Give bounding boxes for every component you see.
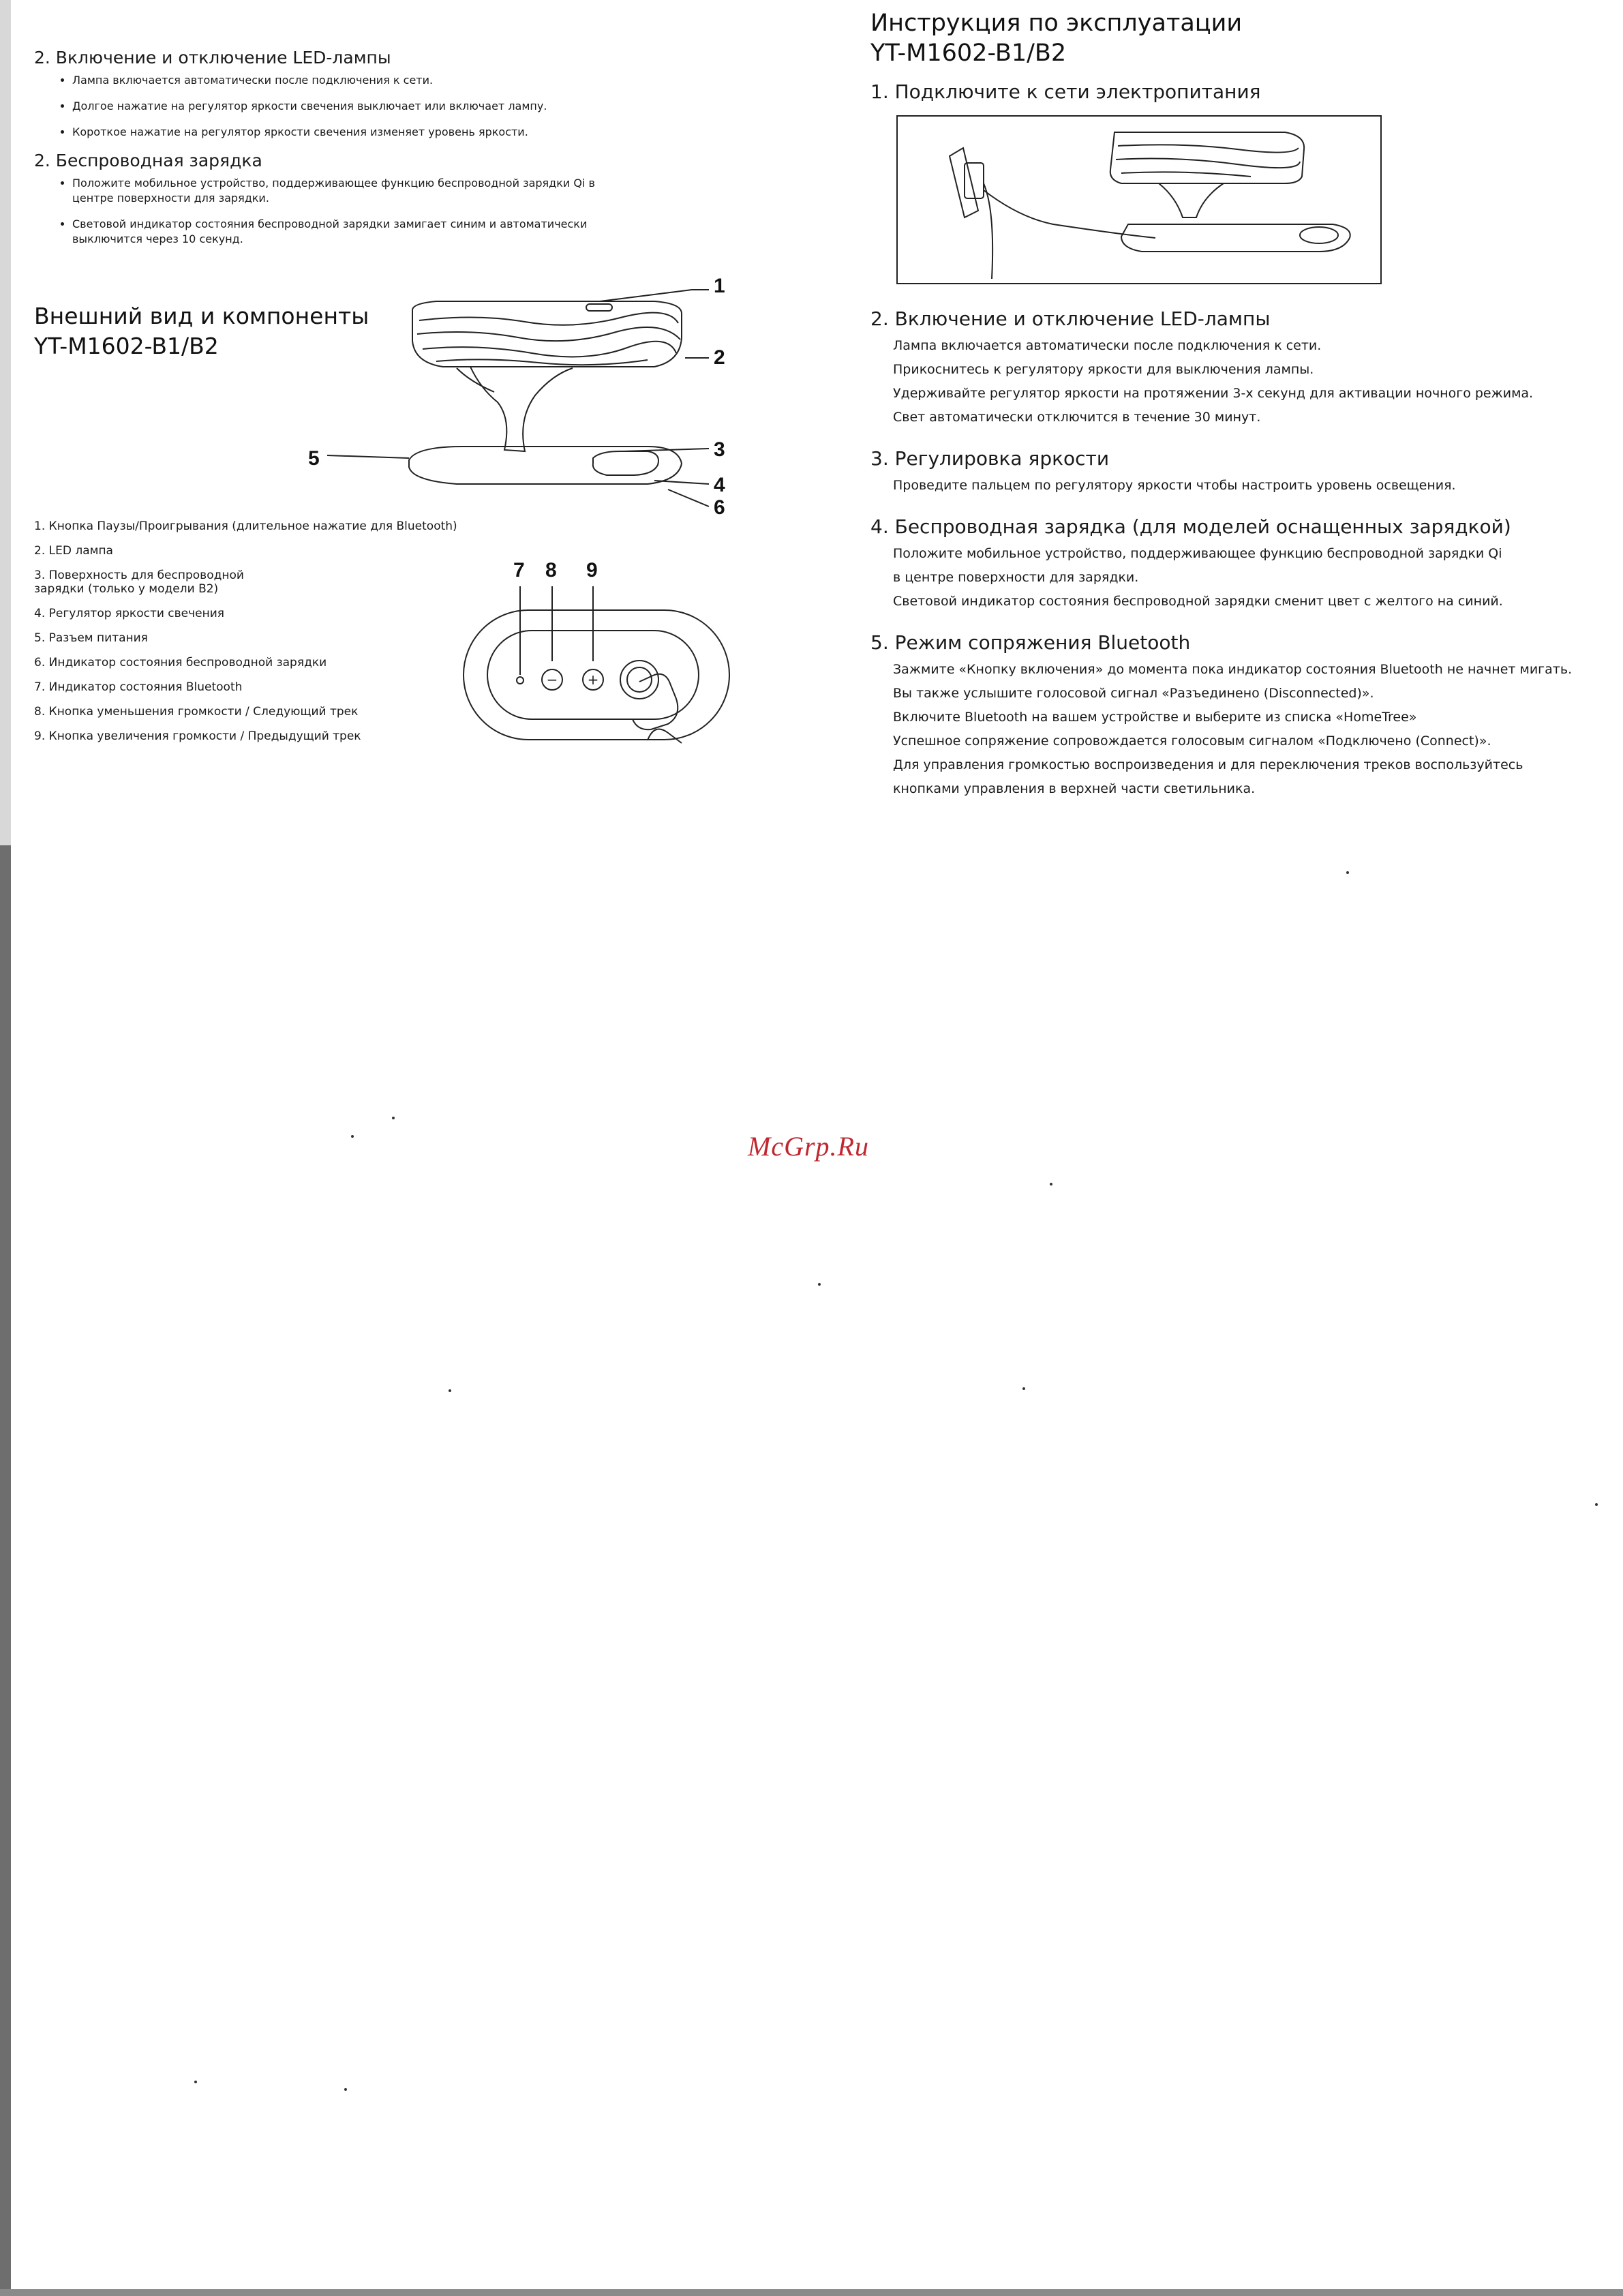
callout-7: 7 [513,559,525,581]
scan-edge-left [0,845,11,2296]
section-power [870,80,1593,103]
section-brightness [870,447,1593,498]
scan-speck [392,1117,395,1119]
finger-icon [633,674,678,729]
text-line: Лампа включается автоматически после подключения к сети. [893,338,1322,353]
section-body [893,474,1593,498]
right-page [870,8,1593,819]
legend-item: 8. Кнопка уменьшения громкости / Следующий трек [34,705,359,719]
bluetooth-indicator-icon [517,677,524,684]
charging-surface [593,451,658,475]
text-line: Включите Bluetooth на вашем устройстве и выберите из списка «HomeTree» [893,710,1417,725]
power-button [620,661,658,699]
scan-speck [1346,871,1349,874]
text-line: в центре поверхности для зарядки. [893,570,1139,585]
plus-sign: + [587,671,599,688]
section-bluetooth [870,631,1593,801]
list-item: • Положите мобильное устройство, поддерживающее функцию беспроводной зарядки Qi в центре поверхности для зарядки. [72,176,631,206]
manual-title-line1: Инструкция по эксплуатации [870,10,1243,37]
appearance-title-line2: YT-M1602-B1/B2 [34,333,219,359]
callout-5: 5 [308,447,320,470]
legend-item [34,569,457,596]
section-body [893,658,1593,801]
appearance-title-line1: Внешний вид и компоненты [34,303,369,329]
scan-speck [818,1283,821,1286]
callout-9: 9 [586,559,598,581]
legend-item: 1. Кнопка Паузы/Проигрывания (длительное нажатие для Bluetooth) [34,519,457,533]
legend-item: 4. Регулятор яркости свечения [34,607,225,620]
text-line: Свет автоматически отключится в течение 30 минут. [893,410,1261,425]
text-line: кнопками управления в верхней части светильника. [893,781,1256,796]
text-line: Для управления громкостью воспроизведения и для переключения треков воспользуйтесь [893,757,1523,772]
callout-2: 2 [714,346,725,369]
section-title: 5. Режим сопряжения Bluetooth [870,631,1191,654]
legend-item: 7. Индикатор состояния Bluetooth [34,680,243,694]
control-panel-diagram [457,579,743,764]
minus-sign: − [546,671,558,688]
section-title: 3. Регулировка яркости [870,447,1110,470]
components-legend [34,519,457,754]
section-body [893,334,1593,429]
play-pause-button [586,304,612,311]
scan-edge-top [0,0,11,845]
scan-speck [351,1135,354,1138]
callout-8: 8 [545,559,557,581]
lamp-base-small [1121,224,1350,252]
scan-speck [344,2088,347,2091]
lamp-base [409,447,682,484]
section-title: 4. Беспроводная зарядка (для моделей оснащенных зарядкой) [870,515,1511,538]
callout-6: 6 [714,496,725,519]
lamp-shade-small [1110,132,1304,183]
callout-3: 3 [714,438,725,461]
text-line: Прикоснитесь к регулятору яркости для выключения лампы. [893,362,1314,377]
lamp-diagram [300,273,750,525]
text-line: Зажмите «Кнопку включения» до момента пока индикатор состояния Bluetooth не начнет мигать. [893,662,1573,677]
text-line: Световой индикатор состояния беспроводной зарядки сменит цвет с желтого на синий. [893,594,1503,609]
scan-speck [1595,1503,1598,1506]
scan-speck [194,2081,197,2083]
power-cable [984,183,992,279]
section-title: 2. Беспроводная зарядка [34,151,262,170]
section-title: 2. Включение и отключение LED-лампы [870,307,1271,330]
text-line: Положите мобильное устройство, поддерживающее функцию беспроводной зарядки Qi [893,546,1502,561]
led-list [34,73,770,140]
left-page [34,48,770,258]
list-item: • Долгое нажатие на регулятор яркости свечения выключает или включает лампу. [72,99,770,114]
callout-4: 4 [714,474,725,496]
legend-item: 5. Разъем питания [34,631,148,645]
list-item: • Лампа включается автоматически после подключения к сети. [72,73,770,88]
scan-speck [449,1389,451,1392]
section-wireless-left [34,151,770,247]
scan-speck [1022,1387,1025,1390]
text-line: Успешное сопряжение сопровождается голосовым сигналом «Подключено (Connect)». [893,734,1491,749]
legend-item-line: 3. Поверхность для беспроводной [34,569,244,582]
text-line: Вы также услышите голосовой сигнал «Разъединено (Disconnected)». [893,686,1374,701]
list-item: • Короткое нажатие на регулятор яркости свечения изменяет уровень яркости. [72,125,770,140]
text-line: Удерживайте регулятор яркости на протяжении 3-х секунд для активации ночного режима. [893,386,1534,401]
lamp-shade [412,301,682,367]
text-line: Проведите пальцем по регулятору яркости чтобы настроить уровень освещения. [893,478,1456,493]
legend-item: 9. Кнопка увеличения громкости / Предыдущий трек [34,729,361,743]
callout-1: 1 [714,275,725,297]
power-connection-diagram [896,115,1382,284]
scan-edge-bottom [0,2289,1623,2296]
section-led-left [34,48,770,140]
lamp-trunk [470,367,573,451]
watermark: McGrp.Ru [748,1131,869,1162]
lamp-trunk-small [1159,183,1224,217]
legend-item-line: зарядки (только у модели B2) [34,582,219,596]
section-title: 2. Включение и отключение LED-лампы [34,48,391,67]
wireless-list [34,176,631,247]
manual-title-line2: YT-M1602-B1/B2 [870,40,1067,67]
section-title: 1. Подключите к сети электропитания [870,80,1261,103]
legend-item: 2. LED лампа [34,544,113,558]
legend-item: 6. Индикатор состояния беспроводной зарядки [34,656,327,669]
scan-speck [1050,1183,1052,1185]
section-body [893,542,1593,614]
list-item: • Световой индикатор состояния беспроводной зарядки замигает синим и автоматически выключится через 10 секунд. [72,217,631,247]
section-led-right [870,307,1593,429]
section-wireless-right [870,515,1593,614]
